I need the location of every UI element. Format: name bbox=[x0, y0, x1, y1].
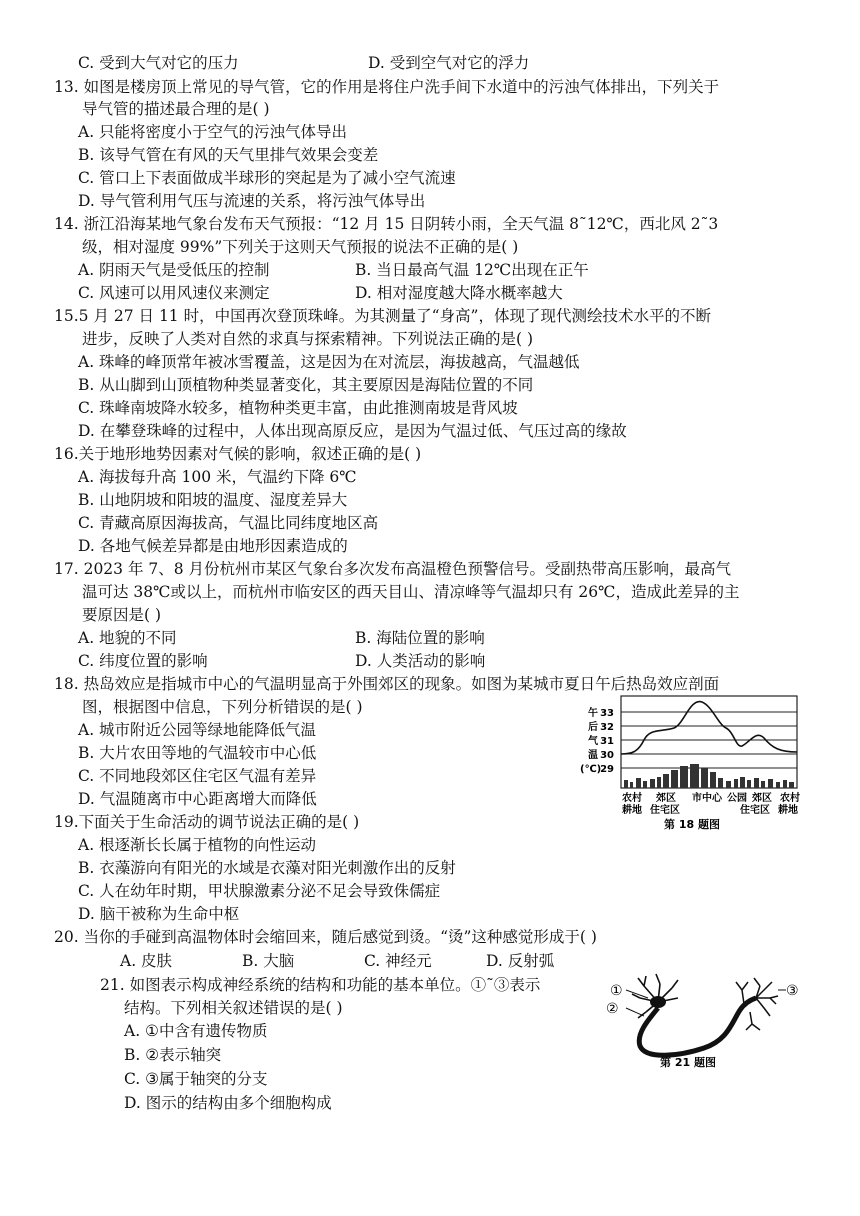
q13-option-a: A. 只能将密度小于空气的污浊气体导出 bbox=[78, 123, 348, 141]
q21-option-b: B. ②表示轴突 bbox=[124, 1046, 222, 1064]
q18-stem-line1: 18. 热岛效应是指城市中心的气温明显高于外围郊区的现象。如图为某城市夏日午后热岛效应剖面 bbox=[54, 675, 720, 693]
q19-option-c: C. 人在幼年时期，甲状腺激素分泌不足会导致侏儒症 bbox=[78, 882, 441, 900]
q14-stem-line1: 14. 浙江沿海某地气象台发布天气预报：“12 月 15 日阴转小雨，全天气温 8˜12℃，西北风 2˜3 bbox=[54, 215, 719, 233]
q15-option-a: A. 珠峰的峰顶常年被冰雪覆盖，这是因为在对流层，海拔越高，气温越低 bbox=[78, 353, 580, 371]
ylabel: 气 bbox=[588, 736, 598, 747]
figure-caption: 第 18 题图 bbox=[664, 818, 720, 831]
xlabel: 农村 bbox=[780, 793, 800, 804]
xlabel: 耕地 bbox=[778, 805, 798, 816]
xlabel: 住宅区 bbox=[740, 805, 770, 816]
q17-option-c: C. 纬度位置的影响 bbox=[78, 652, 208, 670]
q13-stem-line2: 导气管的描述最合理的是( ) bbox=[82, 100, 270, 118]
q21-stem-line2: 结构。下列相关叙述错误的是( ) bbox=[124, 999, 343, 1017]
q13-stem-line1: 13. 如图是楼房顶上常见的导气管，它的作用是将住户洗手间下水道中的污浊气体排出，下列关于 bbox=[54, 78, 720, 96]
ylabel: 温 bbox=[588, 750, 598, 761]
q21-option-c: C. ③属于轴突的分支 bbox=[124, 1070, 268, 1088]
xlabel: 郊区 bbox=[656, 793, 676, 804]
label-3: ③ bbox=[786, 983, 799, 999]
q14-stem-line2: 级，相对湿度 99%”下列关于这则天气预报的说法不正确的是( ) bbox=[82, 238, 519, 256]
xlabel: 市中心 bbox=[692, 793, 722, 804]
q16-option-b: B. 山地阴坡和阳坡的温度、湿度差异大 bbox=[78, 491, 348, 509]
q16-option-c: C. 青藏高原因海拔高，气温比同纬度地区高 bbox=[78, 514, 379, 532]
q19-option-a: A. 根逐渐长长属于植物的向性运动 bbox=[78, 836, 317, 854]
pointer-2 bbox=[626, 1008, 644, 1016]
q16-option-a: A. 海拔每升高 100 米，气温约下降 6℃ bbox=[78, 468, 357, 486]
q14-option-c: C. 风速可以用风速仪来测定 bbox=[78, 284, 270, 302]
cell-body bbox=[650, 996, 666, 1008]
q20-option-b: B. 大脑 bbox=[242, 952, 295, 970]
q14-option-b: B. 当日最高气温 12℃出现在正午 bbox=[355, 261, 589, 279]
q17-option-d: D. 人类活动的影响 bbox=[355, 652, 486, 670]
q21-option-d: D. 图示的结构由多个细胞构成 bbox=[124, 1094, 332, 1112]
q15-stem-line2: 进步，反映了人类对自然的求真与探索精神。下列说法正确的是( ) bbox=[82, 330, 534, 348]
q17-option-b: B. 海陆位置的影响 bbox=[355, 629, 485, 647]
q19-option-d: D. 脑干被称为生命中枢 bbox=[78, 905, 240, 923]
q21-option-a: A. ①中含有遗传物质 bbox=[124, 1022, 268, 1040]
figure-caption: 第 21 题图 bbox=[660, 1056, 716, 1068]
q13-option-d: D. 导气管利用气压与流速的关系，将污浊气体导出 bbox=[78, 192, 426, 210]
q12-option-c: C. 受到大气对它的压力 bbox=[78, 54, 239, 72]
label-1: ① bbox=[610, 983, 623, 999]
q17-stem-line1: 17. 2023 年 7、8 月份杭州市某区气象台多次发布高温橙色预警信号。受副热带高压影响，最高气 bbox=[54, 560, 732, 578]
neuron-drawing bbox=[600, 968, 800, 1068]
xlabel: 住宅区 bbox=[650, 805, 680, 816]
heat-island-figure bbox=[580, 694, 808, 834]
q17-stem-line2: 温可达 38℃或以上，而杭州市临安区的西天目山、清凉峰等气温却只有 26℃，造成此差异的主 bbox=[82, 583, 740, 601]
ylabel: 后 bbox=[588, 722, 598, 733]
q16-stem: 16.关于地形地势因素对气候的影响，叙述正确的是( ) bbox=[54, 445, 422, 463]
ylabel: 午 bbox=[588, 708, 598, 719]
ytick: 33 bbox=[600, 708, 614, 719]
q13-option-c: C. 管口上下表面做成半球形的突起是为了减小空气流速 bbox=[78, 169, 456, 187]
chart-frame bbox=[621, 696, 797, 788]
q18-option-d: D. 气温随离市中心距离增大而降低 bbox=[78, 790, 317, 808]
q20-option-d: D. 反射弧 bbox=[486, 952, 555, 970]
q18-option-a: A. 城市附近公园等绿地能降低气温 bbox=[78, 721, 317, 739]
q14-option-d: D. 相对湿度越大降水概率越大 bbox=[355, 284, 563, 302]
heat-island-chart bbox=[580, 694, 808, 834]
q13-option-b: B. 该导气管在有风的天气里排气效果会变差 bbox=[78, 146, 379, 164]
q17-stem-line3: 要原因是( ) bbox=[82, 606, 162, 624]
q15-option-b: B. 从山脚到山顶植物种类显著变化，其主要原因是海陆位置的不同 bbox=[78, 376, 534, 394]
xlabel: 公园 bbox=[727, 793, 747, 804]
ytick: 30 bbox=[600, 750, 614, 761]
q15-option-d: D. 在攀登珠峰的过程中，人体出现高原反应，是因为气温过低、气压过高的缘故 bbox=[78, 422, 627, 440]
q20-option-a: A. 皮肤 bbox=[120, 952, 173, 970]
q14-option-a: A. 阴雨天气是受低压的控制 bbox=[78, 261, 270, 279]
q18-option-c: C. 不同地段郊区住宅区气温有差异 bbox=[78, 767, 317, 785]
q19-stem: 19.下面关于生命活动的调节说法正确的是( ) bbox=[54, 813, 360, 831]
q18-stem-line2: 图，根据图中信息，下列分析错误的是( ) bbox=[82, 698, 363, 716]
q12-option-d: D. 受到空气对它的浮力 bbox=[368, 54, 530, 72]
q20-stem: 20. 当你的手碰到高温物体时会缩回来，随后感觉到烫。“烫”这种感觉形成于( ) bbox=[54, 928, 597, 946]
q20-option-c: C. 神经元 bbox=[364, 952, 432, 970]
label-2: ② bbox=[606, 1001, 619, 1017]
q18-option-b: B. 大片农田等地的气温较市中心低 bbox=[78, 744, 317, 762]
q21-stem-line1: 21. 如图表示构成神经系统的结构和功能的基本单位。①˜③表示 bbox=[100, 976, 541, 994]
xlabel: 郊区 bbox=[752, 793, 772, 804]
q15-option-c: C. 珠峰南坡降水较多，植物种类更丰富，由此推测南坡是背风坡 bbox=[78, 399, 518, 417]
ytick: 31 bbox=[600, 736, 614, 747]
xlabel: 农村 bbox=[622, 793, 642, 804]
q19-option-b: B. 衣藻游向有阳光的水域是衣藻对阳光刺激作出的反射 bbox=[78, 859, 456, 877]
neuron-figure bbox=[600, 968, 800, 1068]
ylabel: (℃) bbox=[580, 764, 602, 775]
q17-option-a: A. 地貌的不同 bbox=[78, 629, 177, 647]
q15-stem-line1: 15.5 月 27 日 11 时，中国再次登顶珠峰。为其测量了“身高”，体现了现代测绘技术水平的不断 bbox=[54, 307, 711, 325]
ytick: 32 bbox=[600, 722, 614, 733]
q16-option-d: D. 各地气候差异都是由地形因素造成的 bbox=[78, 537, 348, 555]
xlabel: 耕地 bbox=[622, 805, 642, 816]
temperature-curve bbox=[621, 702, 797, 754]
ytick: 29 bbox=[600, 764, 614, 775]
